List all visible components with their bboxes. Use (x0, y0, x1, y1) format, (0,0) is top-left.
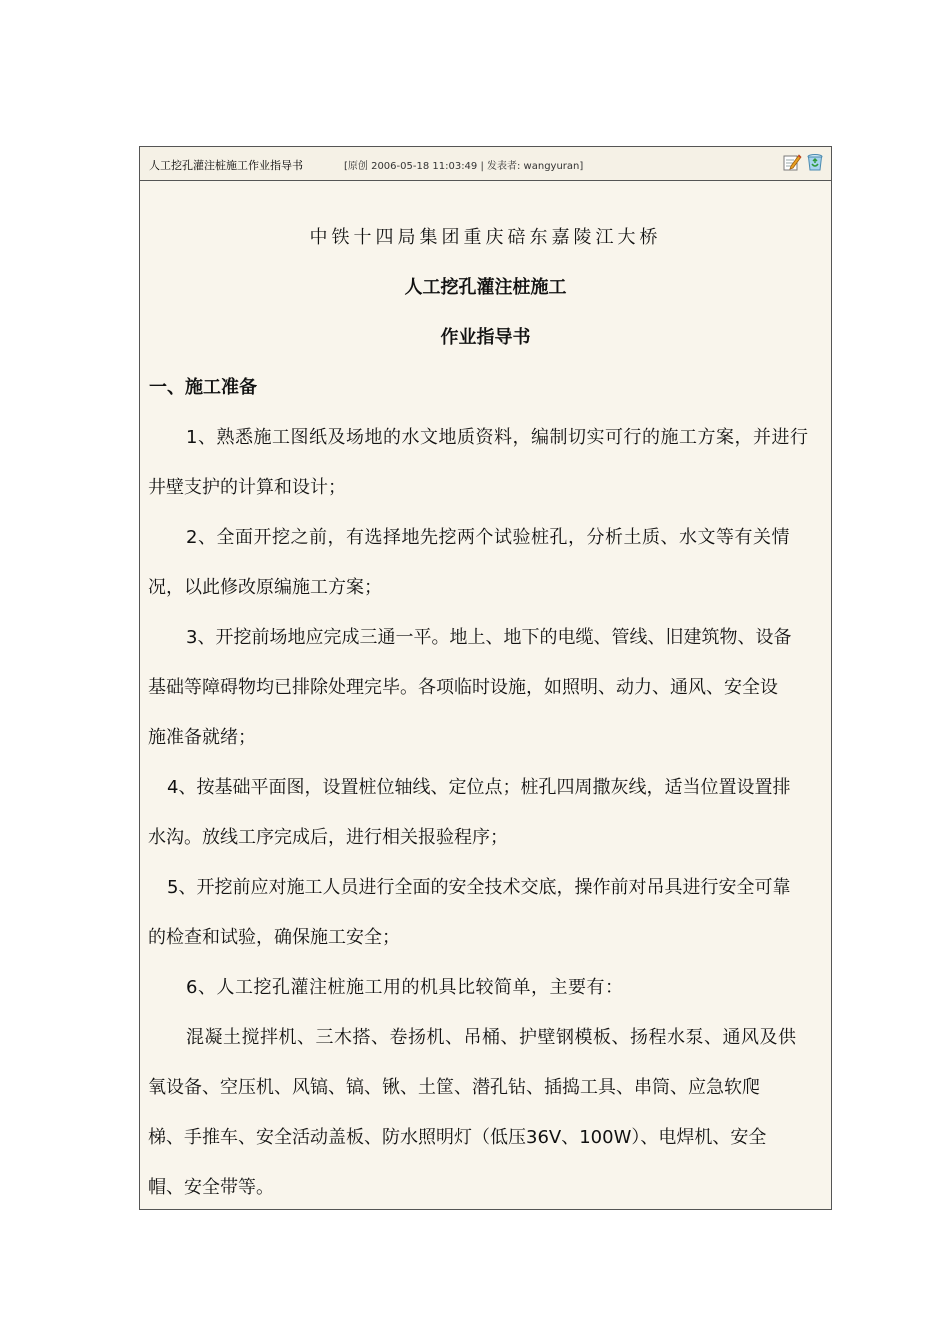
paragraph-line: 帽、安全带等。 (148, 1177, 274, 1198)
paragraph-line: 基础等障碍物均已排除处理完毕。各项临时设施，如照明、动力、通风、安全设 (148, 677, 778, 698)
post-header (140, 147, 831, 181)
sub-title: 作业指导书 (440, 327, 531, 348)
post-meta: [原创 2006-05-18 11:03:49 | 发表者: wangyuran] (344, 161, 584, 172)
blog-post (139, 146, 832, 1210)
post-title[interactable]: 人工挖孔灌注桩施工作业指导书 (149, 159, 303, 172)
paragraph-line: 5、开挖前应对施工人员进行全面的安全技术交底，操作前对吊具进行安全可靠 (167, 877, 791, 898)
main-title: 人工挖孔灌注桩施工 (404, 277, 567, 298)
section-heading: 一、施工准备 (149, 377, 257, 398)
paragraph-line: 氧设备、空压机、风镐、镐、锹、土筐、潜孔钻、插捣工具、串筒、应急软爬 (148, 1077, 760, 1098)
paragraph-line: 井壁支护的计算和设计； (148, 477, 346, 498)
edit-icon[interactable] (782, 152, 802, 172)
org-title: 中铁十四局集团重庆碚东嘉陵江大桥 (309, 227, 662, 248)
paragraph-line: 况，以此修改原编施工方案； (148, 577, 382, 598)
paragraph-line: 混凝土搅拌机、三木搭、卷扬机、吊桶、护壁钢模板、扬程水泵、通风及供 (186, 1027, 797, 1048)
paragraph-line: 梯、手推车、安全活动盖板、防水照明灯（低压36V、100W）、电焊机、安全 (148, 1127, 767, 1148)
paragraph-line: 4、按基础平面图，设置桩位轴线、定位点；桩孔四周撒灰线，适当位置设置排 (167, 777, 791, 798)
paragraph-line: 的检查和试验，确保施工安全； (148, 927, 400, 948)
paragraph-line: 3、开挖前场地应完成三通一平。地上、地下的电缆、管线、旧建筑物、设备 (186, 627, 792, 648)
paragraph-line: 水沟。放线工序完成后，进行相关报验程序； (148, 827, 508, 848)
paragraph-line: 6、人工挖孔灌注桩施工用的机具比较简单，主要有： (186, 977, 624, 998)
paragraph-line: 2、全面开挖之前，有选择地先挖两个试验桩孔，分析土质、水文等有关情 (186, 527, 790, 548)
paragraph-line: 1、熟悉施工图纸及场地的水文地质资料，编制切实可行的施工方案，并进行 (186, 427, 809, 448)
recycle-bin-icon[interactable] (805, 152, 825, 172)
paragraph-line: 施准备就绪； (148, 727, 256, 748)
